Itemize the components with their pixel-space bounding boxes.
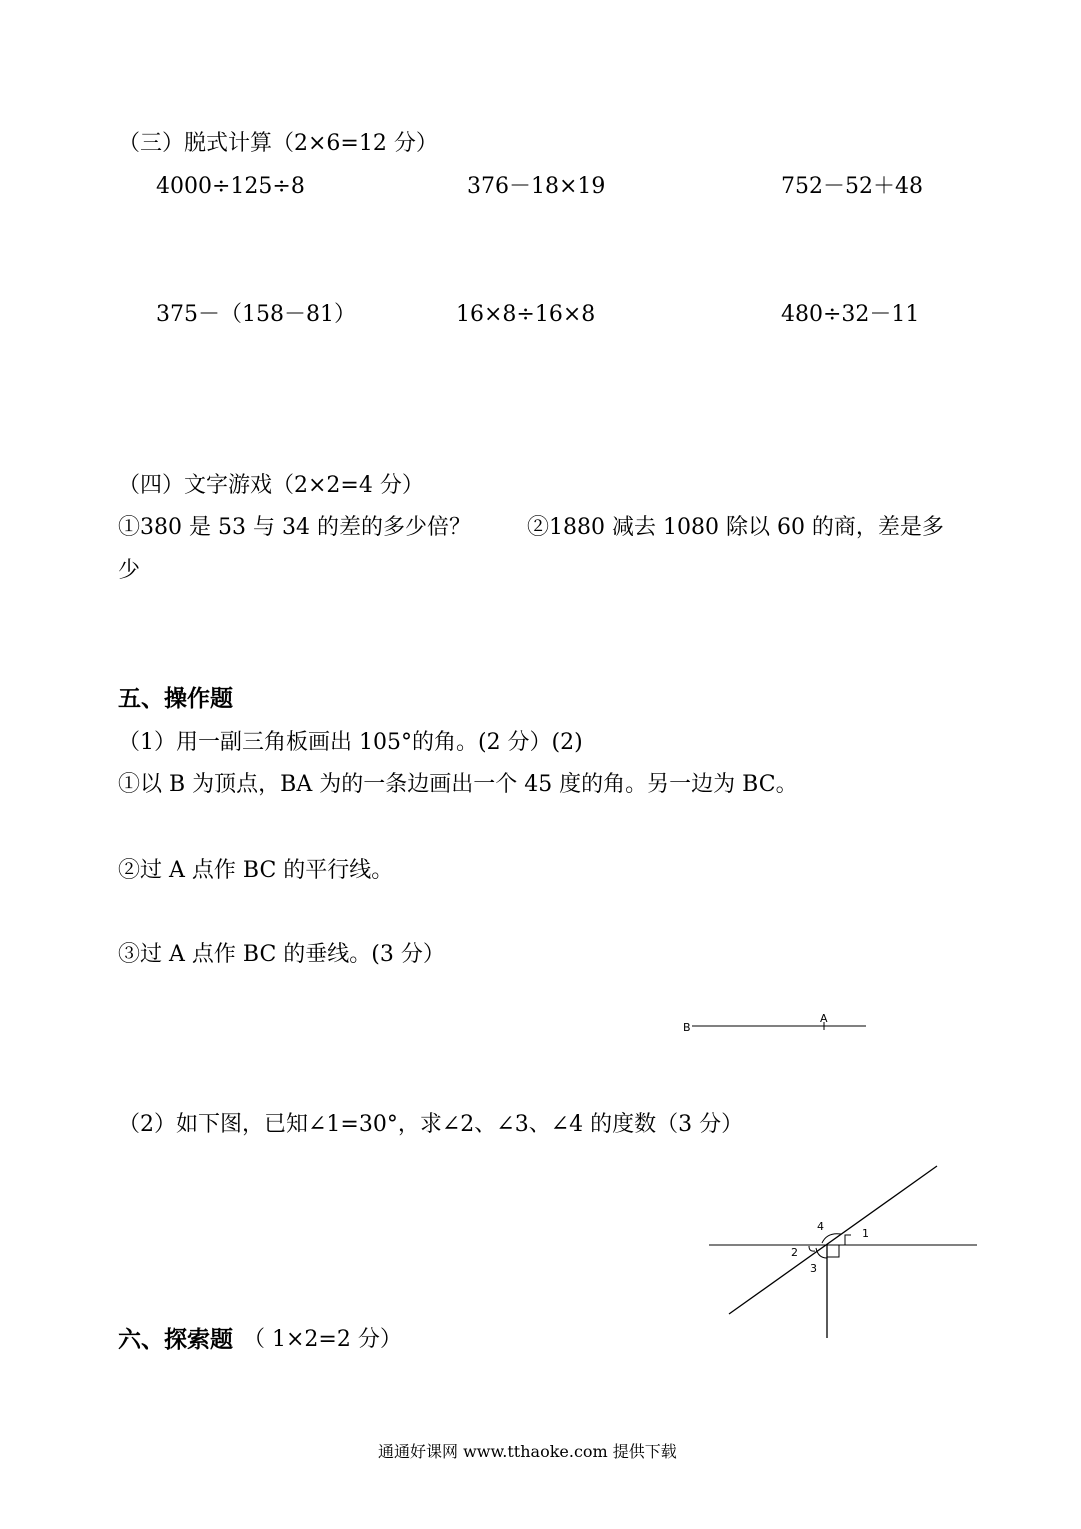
section-6-score: （ 1×2=2 分） [243, 1327, 402, 1352]
angle-label-4: 4 [817, 1220, 824, 1233]
problem-3: 752－52＋48 [781, 174, 923, 199]
section-3-title: （三）脱式计算（2×6=12 分） [118, 131, 438, 156]
label-a: A [820, 1012, 828, 1025]
angle-3-arc [816, 1248, 827, 1258]
right-angle-mark [827, 1245, 839, 1257]
ray-ba-figure [680, 1008, 880, 1048]
problem-2: 376－18×19 [467, 174, 606, 199]
section-4-title: （四）文字游戏（2×2=4 分） [118, 473, 424, 498]
operation-1-step-3: ③过 A 点作 BC 的垂线。(3 分） [118, 942, 445, 967]
problem-4: 375－（158－81） [156, 302, 356, 327]
operation-1-step-1: ①以 B 为顶点，BA 为的一条边画出一个 45 度的角。另一边为 BC。 [118, 772, 798, 797]
angle-2-arc [809, 1246, 815, 1251]
word-problem-2: ②1880 减去 1080 除以 60 的商，差是多 [527, 515, 944, 540]
operation-2: （2）如下图，已知∠1=30°，求∠2、∠3、∠4 的度数（3 分） [118, 1112, 744, 1137]
problem-1: 4000÷125÷8 [156, 174, 305, 199]
angle-label-3: 3 [810, 1262, 817, 1275]
angle-label-2: 2 [791, 1246, 798, 1259]
angle-label-1: 1 [862, 1227, 869, 1240]
label-b: B [683, 1021, 691, 1034]
problem-5: 16×8÷16×8 [456, 302, 596, 327]
diagonal-line [729, 1166, 937, 1314]
word-problem-1: ①380 是 53 与 34 的差的多少倍？ [118, 515, 471, 540]
operation-1-step-2: ②过 A 点作 BC 的平行线。 [118, 858, 394, 883]
angles-figure [705, 1162, 995, 1347]
page-footer: 通通好课网 www.tthaoke.com 提供下载 [378, 1442, 677, 1461]
operation-1: （1）用一副三角板画出 105°的角。(2 分）(2) [118, 730, 583, 755]
section-5-heading: 五、操作题 [118, 686, 233, 712]
problem-6: 480÷32－11 [781, 302, 920, 327]
word-problem-2-cont: 少 [118, 558, 141, 583]
section-6-heading: 六、探索题 [118, 1327, 233, 1353]
angle-1-arc [845, 1235, 851, 1245]
